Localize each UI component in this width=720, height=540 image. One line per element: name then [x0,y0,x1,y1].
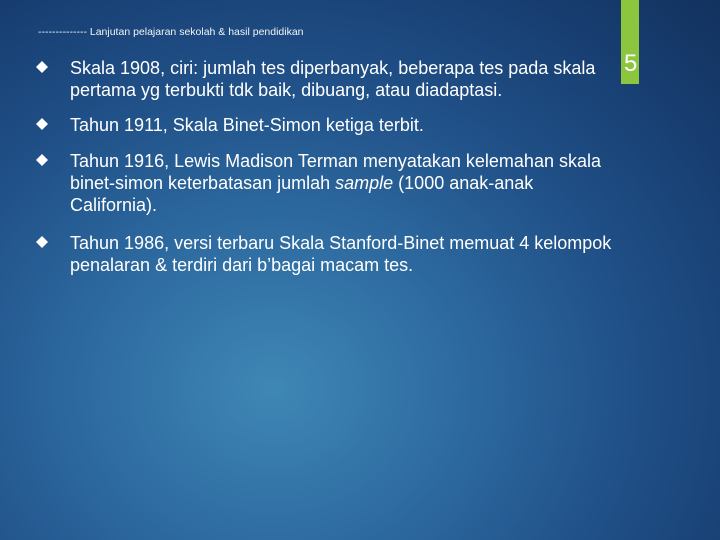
diamond-bullet-icon [36,61,48,73]
bullet-line: Tahun 1986, versi terbaru Skala Stanford-Binet memuat 4 kelompok [70,233,612,253]
bullet-line: Skala 1908, ciri: jumlah tes diperbanyak, beberapa tes pada skala [70,58,596,78]
bullet-item-1 [70,57,710,101]
diamond-bullet-icon [36,118,48,130]
bullet-line: Tahun 1916, Lewis Madison Terman menyatakan kelemahan skala [70,151,601,171]
slide-header: -------------- Lanjutan pelajaran sekolah & hasil pendidikan [38,26,304,38]
bullet-item-2 [70,114,710,136]
diamond-bullet-icon [36,236,48,248]
diamond-bullet-icon [36,154,48,166]
bullet-item-3 [70,150,710,216]
bullet-item-4 [70,232,710,276]
bullet-line: pertama yg terbukti tdk baik, dibuang, atau diadaptasi. [70,80,503,100]
slide-number: 5 [624,50,638,77]
bullet-italic-term: sample [335,173,394,193]
bullet-line: binet-simon keterbatasan jumlah sample (1000 anak-anak [70,173,534,193]
bullet-emphasis: ciri: [170,58,199,78]
bullet-line: Tahun 1911, Skala Binet-Simon ketiga terbit. [70,115,424,135]
bullet-line: California). [70,195,158,215]
bullet-line: penalaran & terdiri dari b’bagai macam tes. [70,255,414,275]
